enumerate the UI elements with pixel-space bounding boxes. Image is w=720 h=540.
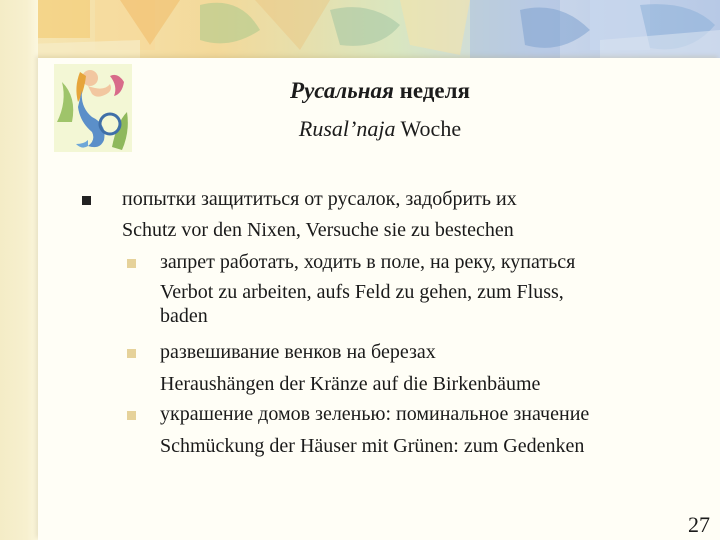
sub-bullet-icon [127, 259, 136, 268]
sub-item-german: Heraushängen der Kränze auf die Birkenbäume [160, 373, 541, 395]
title-transliteration: Rusal’naja [298, 116, 396, 141]
sub-item-german: Verbot zu arbeiten, aufs Feld zu gehen, zum Fluss, [160, 281, 564, 303]
title-german-plain: Woche [395, 116, 462, 141]
mermaid-illustration [52, 62, 134, 154]
decorative-banner [0, 0, 720, 60]
sub-item-german: Schmückung der Häuser mit Grünen: zum Gedenken [160, 435, 585, 457]
main-list-item [122, 184, 692, 246]
sub-item-russian: развешивание венков на березах [160, 341, 436, 363]
sub-item-russian: запрет работать, ходить в поле, на реку, купаться [160, 251, 576, 273]
main-item-russian: попытки защититься от русалок, задобрить их [122, 188, 517, 210]
left-decorative-strip [0, 0, 38, 540]
main-bullet-icon [82, 196, 91, 205]
main-item-german: Schutz vor den Nixen, Versuche sie zu bestechen [122, 219, 514, 241]
title-german [150, 112, 610, 146]
slide-title [150, 76, 610, 146]
sub-bullet-icon [127, 349, 136, 358]
sub-list-item [160, 247, 700, 331]
title-russian-italic: Русальная [290, 78, 394, 103]
sub-bullet-icon [127, 411, 136, 420]
sub-item-russian: украшение домов зеленью: поминальное значение [160, 403, 590, 425]
title-russian [150, 76, 610, 106]
title-russian-plain: неделя [393, 78, 470, 103]
sub-item-german-continued: baden [160, 305, 208, 327]
page-number: 27 [688, 512, 710, 537]
sub-list-item [160, 337, 700, 399]
sub-list-item [160, 399, 700, 461]
